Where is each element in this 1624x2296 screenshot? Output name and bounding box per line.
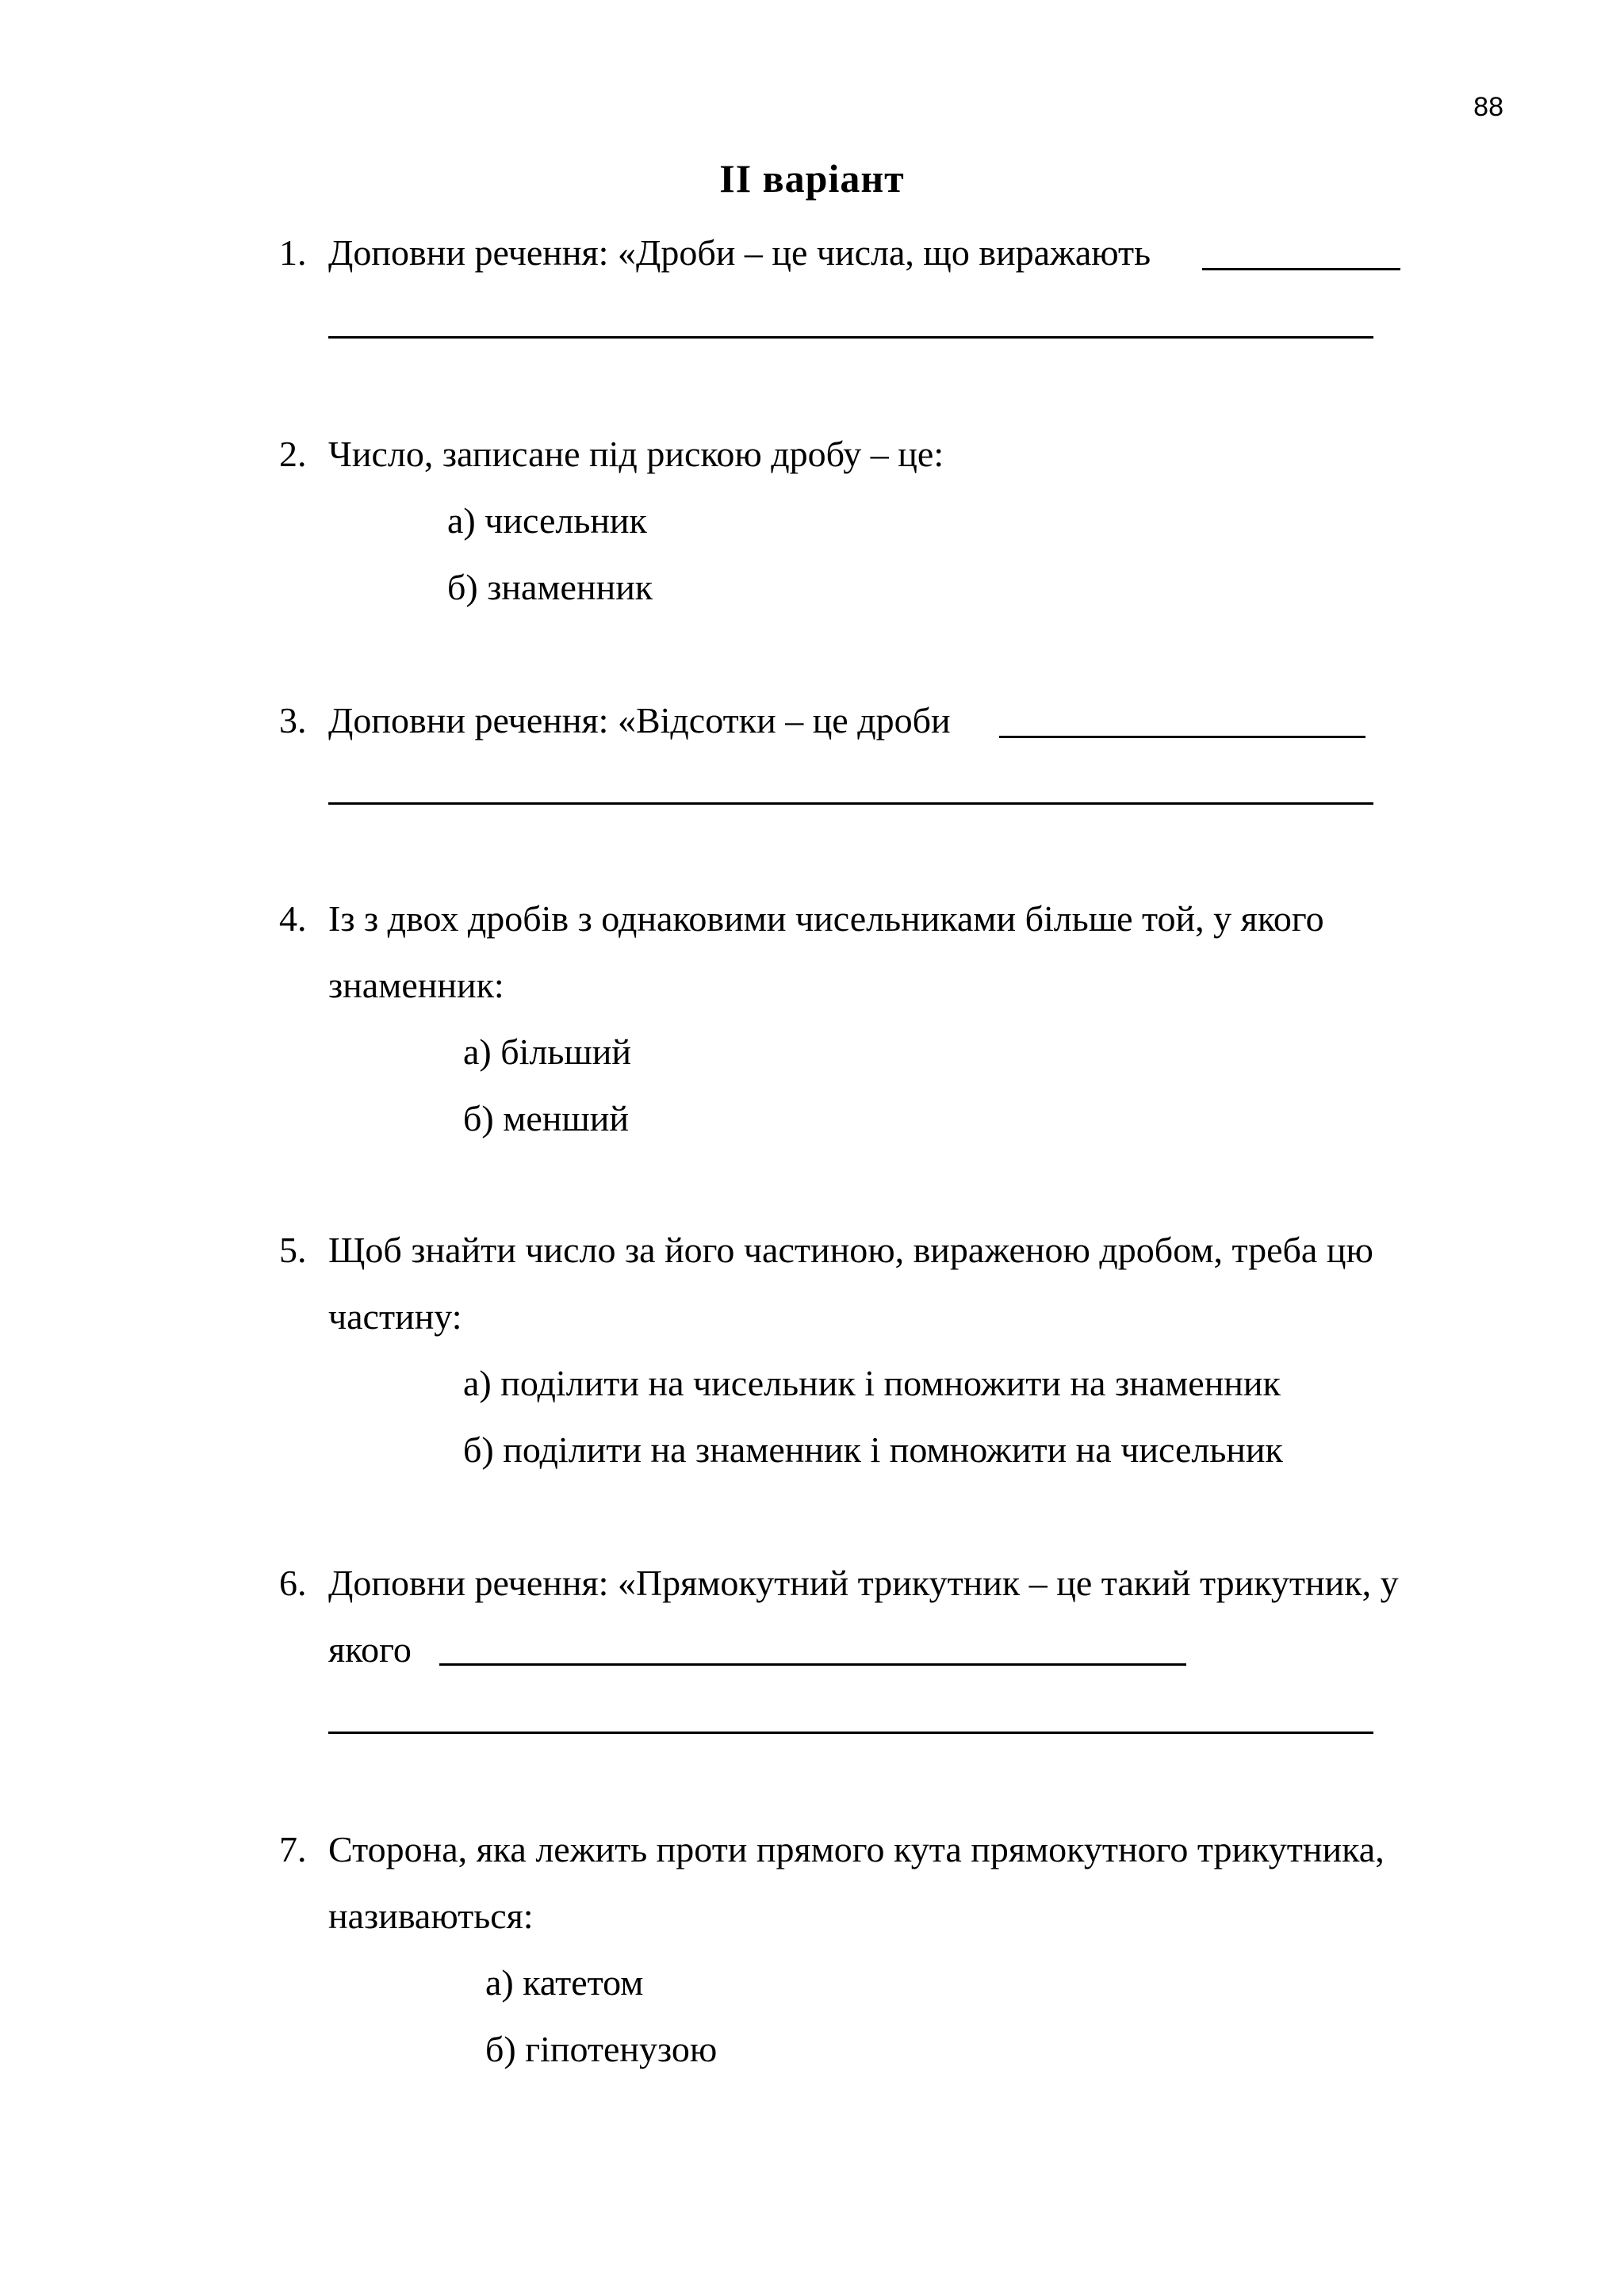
answer-option-b[interactable]: б) поділити на знаменник і помножити на чисельник: [463, 1429, 1283, 1470]
answer-blank[interactable]: [328, 336, 1373, 339]
question-text: Доповни речення: «Відсотки – це дроби: [328, 700, 951, 740]
answer-option-a[interactable]: а) чисельник: [447, 500, 647, 541]
question-text: Доповни речення: «Дроби – це числа, що виражають: [328, 232, 1151, 273]
page-title: ІІ варіант: [719, 156, 905, 201]
answer-blank[interactable]: [439, 1663, 1186, 1666]
question-text: Доповни речення: «Прямокутний трикутник – це такий трикутник, у: [328, 1563, 1399, 1603]
question-number: 3.: [279, 700, 307, 740]
question-number: 1.: [279, 232, 307, 273]
answer-blank[interactable]: [999, 736, 1365, 738]
answer-option-b[interactable]: б) гіпотенузою: [485, 2029, 718, 2069]
answer-blank[interactable]: [328, 802, 1373, 805]
answer-option-a[interactable]: а) катетом: [485, 1962, 644, 2003]
question-number: 2.: [279, 434, 307, 474]
question-number: 6.: [279, 1563, 307, 1603]
answer-blank[interactable]: [1202, 268, 1400, 270]
answer-option-b[interactable]: б) знаменник: [447, 567, 653, 607]
question-text: Із з двох дробів з однаковими чисельниками більше той, у якого: [328, 898, 1324, 939]
answer-option-b[interactable]: б) менший: [463, 1098, 630, 1138]
question-text: Число, записане під рискою дробу – це:: [328, 434, 944, 474]
answer-option-a[interactable]: а) поділити на чисельник і помножити на знаменник: [463, 1363, 1281, 1403]
page-number: 88: [1473, 92, 1503, 122]
question-text: частину:: [328, 1296, 462, 1337]
question-text: знаменник:: [328, 965, 504, 1005]
question-number: 7.: [279, 1829, 307, 1869]
question-text: називаються:: [328, 1896, 534, 1936]
answer-option-a[interactable]: а) більший: [463, 1031, 632, 1072]
question-text: Щоб знайти число за його частиною, вираженою дробом, треба цю: [328, 1230, 1373, 1270]
question-number: 4.: [279, 898, 307, 939]
question-text: якого: [328, 1629, 412, 1670]
question-text: Сторона, яка лежить проти прямого кута прямокутного трикутника,: [328, 1829, 1385, 1869]
answer-blank[interactable]: [328, 1732, 1373, 1734]
question-number: 5.: [279, 1230, 307, 1270]
